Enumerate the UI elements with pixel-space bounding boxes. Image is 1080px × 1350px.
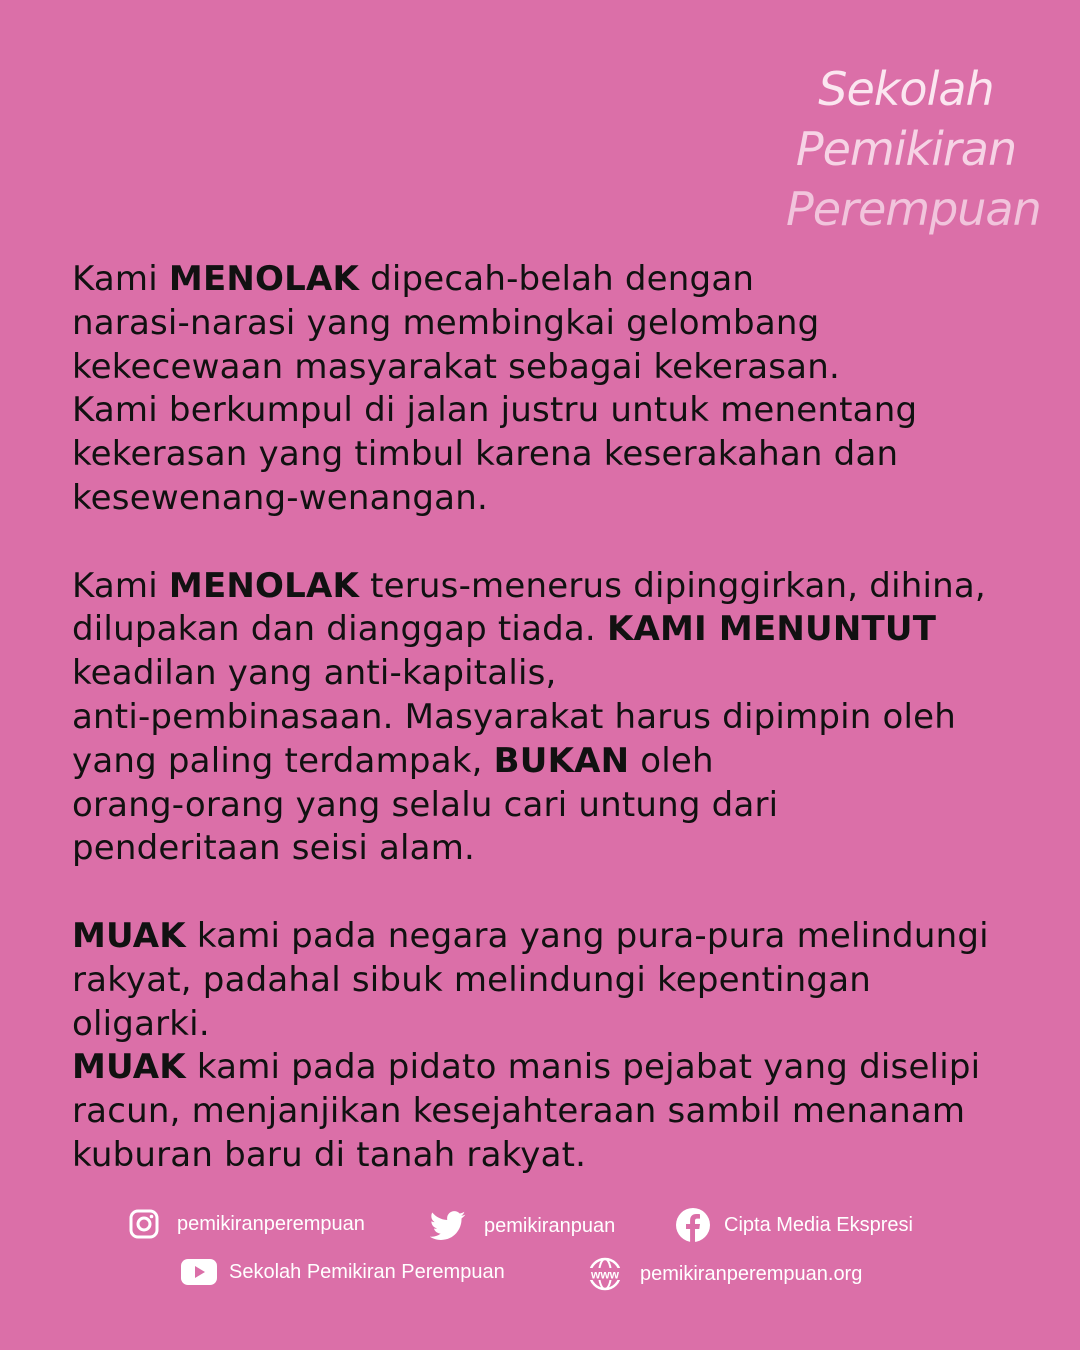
- text-line: [72, 915, 1022, 959]
- body-text: narasi-narasi yang membingkai gelombang: [72, 302, 820, 343]
- facebook-page: Cipta Media Ekspresi: [724, 1213, 913, 1236]
- text-line: [72, 389, 1022, 433]
- body-text: Kami: [72, 259, 169, 299]
- youtube-channel: Sekolah Pemikiran Perempuan: [229, 1260, 505, 1283]
- emphasis-text: BUKAN: [493, 740, 630, 781]
- text-line: [72, 827, 1022, 871]
- twitter-handle: pemikiranpuan: [484, 1214, 616, 1237]
- manifesto-paragraph: [72, 258, 1022, 521]
- body-text: dilupakan dan dianggap tiada.: [72, 609, 607, 650]
- text-line: [72, 346, 1022, 390]
- body-text: orang-orang yang selalu cari untung dari: [72, 784, 779, 825]
- instagram-icon: [129, 1209, 159, 1239]
- body-text: keadilan yang anti-kapitalis,: [72, 653, 557, 694]
- youtube-link[interactable]: [181, 1257, 505, 1287]
- text-line: [72, 1003, 1022, 1047]
- text-line: [72, 740, 1022, 784]
- body-text: kami pada pidato manis pejabat yang diselipi: [185, 1047, 981, 1088]
- text-line: [72, 608, 1022, 652]
- emphasis-text: MENOLAK: [168, 565, 360, 606]
- website-url: pemikiranperempuan.org: [640, 1262, 863, 1285]
- text-line: [72, 652, 1022, 696]
- text-line: [72, 477, 1022, 521]
- svg-text:www: www: [590, 1267, 620, 1282]
- instagram-link[interactable]: [129, 1209, 365, 1239]
- body-text: terus-menerus dipinggirkan, dihina,: [359, 565, 986, 606]
- brand-logo: [786, 62, 1041, 246]
- body-text: dipecah-belah dengan: [359, 259, 755, 299]
- body-text: yang paling terdampak,: [72, 740, 494, 781]
- text-line: [72, 433, 1022, 477]
- body-text: kesewenang-wenangan.: [72, 477, 488, 518]
- text-line: [72, 302, 1022, 346]
- text-line: [72, 1090, 1022, 1134]
- body-text: oligarki.: [72, 1003, 210, 1044]
- body-text: racun, menjanjikan kesejahteraan sambil menanam: [72, 1091, 966, 1132]
- www-globe-icon: [584, 1256, 626, 1292]
- text-line: [72, 959, 1022, 1003]
- website-link[interactable]: [584, 1256, 862, 1292]
- twitter-icon: [430, 1211, 466, 1241]
- body-text: anti-pembinasaan. Masyarakat harus dipimpin oleh: [72, 696, 957, 737]
- text-line: [72, 784, 1022, 828]
- text-line: [72, 565, 1022, 609]
- text-line: [72, 1046, 1022, 1090]
- body-text: Kami berkumpul di jalan justru untuk menentang: [72, 390, 918, 431]
- manifesto-text: [72, 258, 1022, 1178]
- body-text: kuburan baru di tanah rakyat.: [72, 1134, 587, 1175]
- emphasis-text: MUAK: [72, 915, 186, 956]
- twitter-link[interactable]: [430, 1211, 615, 1241]
- youtube-icon: [181, 1257, 217, 1287]
- body-text: rakyat, padahal sibuk melindungi kepentingan: [72, 959, 871, 1000]
- text-line: [72, 258, 1022, 302]
- emphasis-text: MUAK: [72, 1047, 186, 1088]
- text-line: [72, 1134, 1022, 1178]
- body-text: kami pada negara yang pura-pura melindungi: [185, 915, 989, 956]
- logo-line-2: Pemikiran: [795, 122, 1017, 176]
- body-text: kekerasan yang timbul karena keserakahan dan: [72, 434, 899, 475]
- body-text: Kami: [72, 565, 169, 606]
- text-line: [72, 696, 1022, 740]
- logo-line-3: Perempuan: [786, 182, 1041, 236]
- instagram-handle: pemikiranperempuan: [177, 1212, 365, 1235]
- body-text: penderitaan seisi alam.: [72, 828, 476, 869]
- body-text: oleh: [629, 740, 714, 781]
- emphasis-text: MENOLAK: [168, 259, 360, 299]
- body-text: kekecewaan masyarakat sebagai kekerasan.: [72, 346, 840, 387]
- facebook-link[interactable]: [676, 1208, 913, 1242]
- facebook-icon: [676, 1208, 710, 1242]
- manifesto-paragraph: [72, 565, 1022, 872]
- manifesto-paragraph: [72, 915, 1022, 1178]
- logo-line-1: Sekolah: [818, 62, 994, 116]
- emphasis-text: KAMI MENUNTUT: [606, 609, 937, 650]
